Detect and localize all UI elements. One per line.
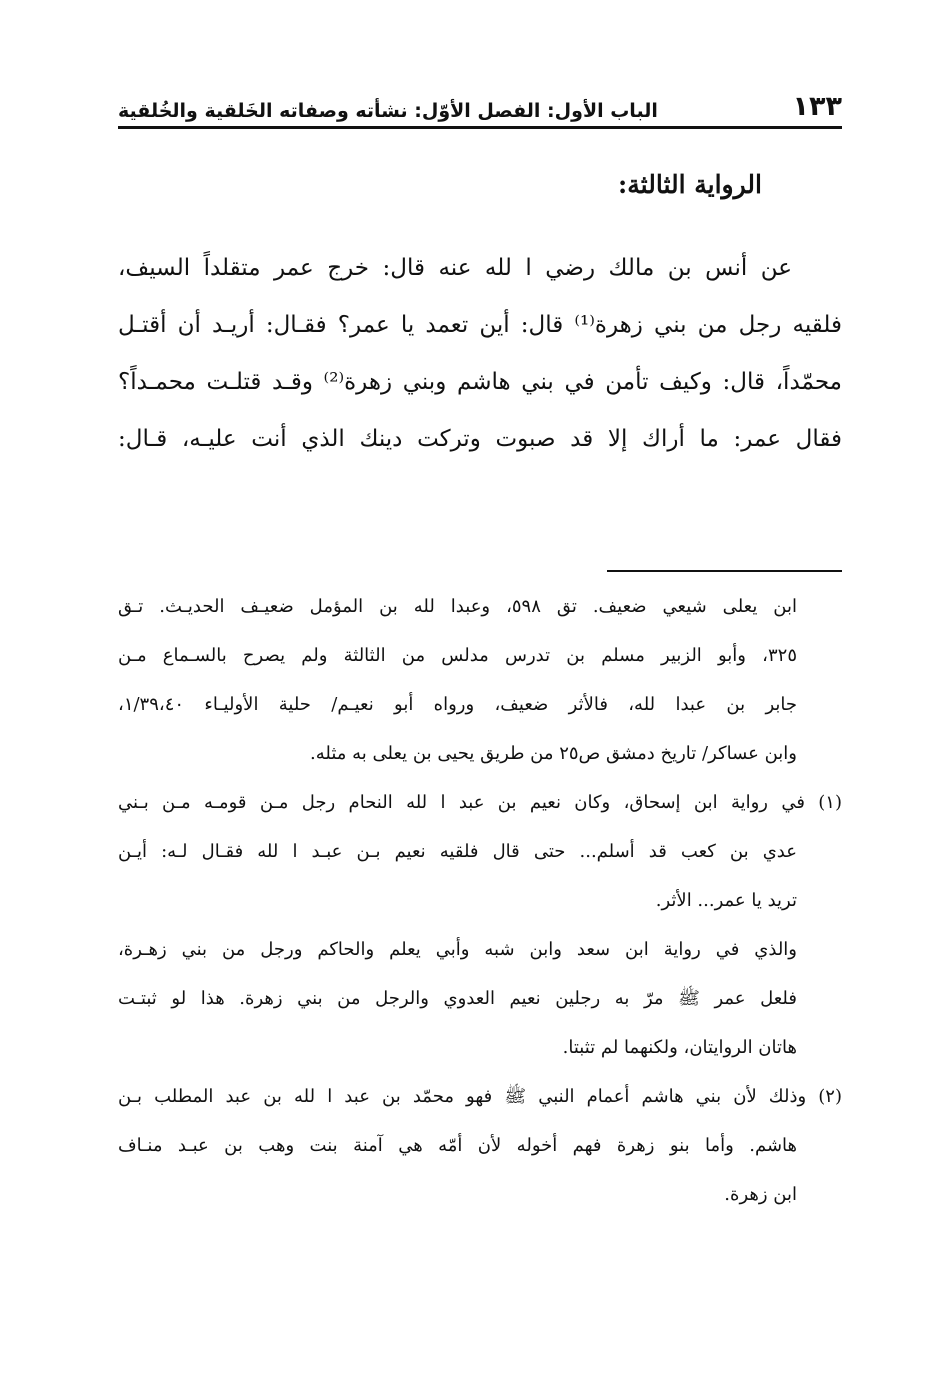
footnote-line: (٢) وذلك لأن بني هاشم أعمام النبي ﷺ فهو محمّد بن عبد ا لله بن عبد المطلب بـن [118,1086,842,1107]
footnote-2 [118,1072,842,1219]
page-number: ١٣٣ [792,91,842,122]
main-text [118,240,842,468]
footnote-line: ابن زهرة. [724,1184,797,1205]
footnote-1 [118,778,842,925]
header-rule [118,126,842,129]
footnote-line: والذي في رواية ابن سعد وابن شبه وأبي يعلم والحاكم ورجل من بني زهـرة، [118,939,797,960]
text-line: فقال عمر: ما أراك إلا قد صبوت وتركت دينك الذي أنت عليـه، قـال: [118,426,842,452]
footnote-line: ٣٢٥، وأبو الزبير مسلم بن تدرس مدلس من الثالثة ولم يصرح بالسـماع مـن [118,645,797,666]
footnote-line: فلعل عمر ﷺ مرّ به رجلين نعيم العدوي والرجل من بني زهرة. هذا لو ثبتـت [118,988,797,1009]
footnote-continuation [118,582,842,778]
footnote-line: (١) في رواية ابن إسحاق، وكان نعيم بن عبد ا لله النحام رجل مـن قومـه مـن بـني [118,792,842,813]
footnote-line: هاشم. وأما بنو زهرة فهم أخوله لأن أمّه هي آمنة بنت وهب بن عبـد منـاف [118,1135,797,1156]
footnote-separator [607,570,842,572]
section-heading: الرواية الثالثة: [618,170,762,199]
footnote-line: عدي بن كعب قد أسلم... حتى قال فلقيه نعيم بـن عبـد ا لله فقـال لـه: أيـن [118,841,797,862]
footnote-1-continuation [118,925,842,1072]
text-line: عن أنس بن مالك رضي ا لله عنه قال: خرج عمر متقلداً السيف، [118,255,792,281]
running-head: الباب الأول: الفصل الأوّل: نشأته وصفاته الخَلقية والخُلقية [118,100,658,122]
footnote-line: ابن يعلى شيعي ضعيف. تق ٥٩٨، وعبدا لله بن المؤمل ضعيـف الحديـث. تـق [118,596,798,617]
page-header [118,86,842,122]
footnote-line: جابر بن عبدا لله، فالأثر ضعيف، ورواه أبو نعيـم/ حلية الأوليـاء ١/٣٩،٤٠، [118,694,798,715]
footnote-line: هاتان الروايتان، ولكنهما لم تثبتا. [562,1037,797,1058]
footnote-line: تريد يا عمر... الأثر. [655,890,797,911]
text-line: محمّداً، قال: وكيف تأمن في بني هاشم وبني زهرة⁽²⁾ وقـد قتلـت محمـداً؟ [118,369,842,395]
footnotes [118,582,842,1219]
text-line: فلقيه رجل من بني زهرة⁽¹⁾ قال: أين تعمد يا عمر؟ فقـال: أريـد أن أقتـل [118,312,843,338]
footnote-line: وابن عساكر/ تاريخ دمشق ص٢٥ من طريق يحيى بن يعلى به مثله. [310,743,797,764]
